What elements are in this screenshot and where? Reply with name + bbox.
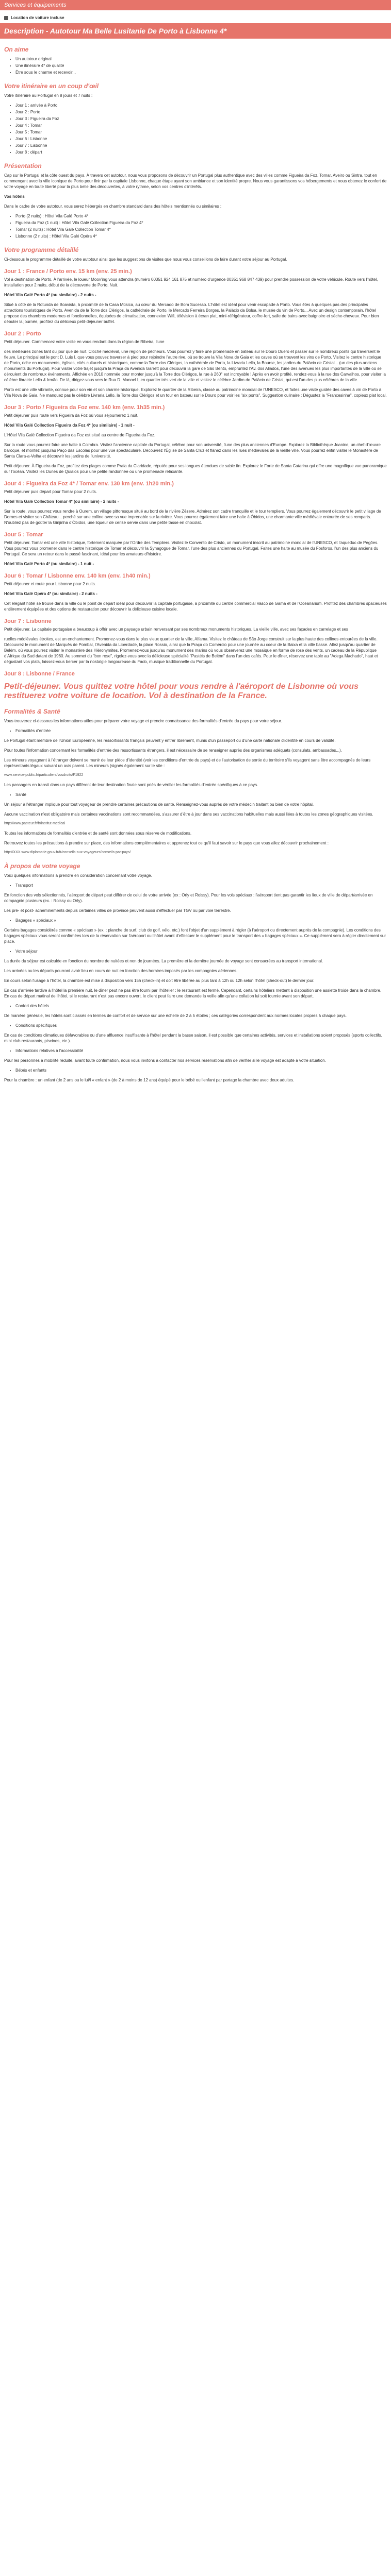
day-4-text: Sur la route, vous pourrez vous rendre à Ourem, un village pittoresque situé au bord de la rivière Zêzere. Admirez son cadre tranquille et le tour templiers. Vous pourrez également découvrir le petit village de Dornes et visiter son Château... perché sur une colline avec sa vue imprenable sur la rivière. Vous pourrez également faire une halte à Óbidos, une charmante ville médiévale entourée de ses remparts. N'oubliez pas de goûter la Ginjinha d'Óbidos, une liqueur de cerise servie dans une petite tasse en chocolat. <box>4 509 381 525</box>
list-item: • Lisbonne (2 nuits) : Hôtel Vila Galé Opéra 4* <box>15 233 387 239</box>
itinerary-intro: Votre itinéraire au Portugal en 8 jours et 7 nuits : <box>4 93 93 98</box>
presentation-text: Cap sur le Portugal et la côte ouest du pays. À travers cet autotour, nous vous proposons de découvrir un Portugal plus authentique avec des villes comme Figueira da Foz, Tomar, Aveiro ou Sintra, tout en commençant avec la ville iconique de Porto pour finir par la capitale Lisbonne, chaque étape ayant son ambiance et son identité propre. Nous vous garantissons vos hébergements et nous obtenez le confort de votre voyage en toute liberté pour la plus belle des découvertes, à votre rythme, selon vos centres d'intérêts. <box>4 173 387 189</box>
day-1-text: Vol à destination de Porto. À l'arrivée, le loueur Moov'ing vous attendra (numéro 00351 924 161 875 et numéro d'urgence 00351 968 847 439) pour prendre possession de votre véhicule. Route vers l'hôtel, installation pour 2 nuits, début de la découverte de Porto. Nuit. <box>4 277 378 287</box>
list-item: • Une itinéraire 4* de qualité <box>15 63 387 69</box>
list-item: • Formalités d'entrée <box>15 728 387 734</box>
day-1-title: Jour 1 : France / Porto env. 15 km (env. 25 min.) <box>4 268 132 275</box>
list-item: • Jour 4 : Tomar <box>15 123 387 128</box>
day-7-text: ruelles médiévales étroites, est un enchantement. Promenez-vous dans le plus vieux quartier de la ville, Alfama. Visitez le château de São Jorge construit sur la plus haute des collines entourées de la ville. Découvrez le monument de Marquês de Pombal, l'Avenida da Liberdade, la place Rossio, ainsi que la Praça do Comércio pour une journée au coeur de la Baixa et la ville basse. Allez jusqu'au quartier de Belém, où vous pourrez visiter le monastère des Hiéronymites. Promenez-vous jusqu'au monument des marins où vous observerez une mosaïque en forme de rose des vents, un cadeau de la République d'Afrique du Sud datant de 1960. Au sommet du "bon rose", rigolez-vous avec la délicieuse spécialité "Pastéis de Belém" dans l'un des cafés. Pour le dîner, réservez une table au "Adega Machado", haut et dégustant vos plats, laissez-vous bercer par la nostalgie langoureuse du Fado, musique traditionnelle du Portugal. <box>4 637 378 664</box>
bagages-list <box>4 918 387 923</box>
hotels-list <box>4 213 387 239</box>
apropos-text: En cas de conditions climatiques défavorables ou d'une affluence insuffisante à l'hôtel pendant la basse saison, il est possible que certaines activités, services et installations soient proposés (sports collectifs, mini club restaurants, piscines, etc.). <box>4 1033 382 1043</box>
accessibilite-list <box>4 1048 387 1054</box>
day-2-title: Jour 2 : Porto <box>4 331 41 337</box>
list-item: • Jour 7 : Lisbonne <box>15 143 387 148</box>
apropos-text: Certains bagages considérés comme « spéciaux » (ex. : planche de surf, club de golf, vélo, etc.) font l'objet d'un supplément à régler (à l'aéroport ou directement auprès de la compagnie). Les conditions des bagages spéciaux vous seront confirmées lors de la réservation sur l'aéroport ou l'hôtel avant d'effectuer le supplément pour le transport des « bagages spéciaux ». Ce supplément sera à régler directement sur place. <box>4 928 386 944</box>
formalites-text: Toutes les informations de formalités d'entrée et de santé sont données sous réserve de modifications. <box>4 831 192 836</box>
section-header <box>0 0 391 10</box>
day-6-text: Petit déjeuner et route pour Lisbonne pour 2 nuits. <box>4 582 96 586</box>
itinerary-list <box>4 103 387 155</box>
day-4-text: Petit déjeuner puis départ pour Tomar pour 2 nuits. <box>4 489 97 494</box>
formalites-text: Le Portugal étant membre de l'Union Européenne, les ressortissants français peuvent y entrer librement, munis d'un passeport ou d'une carte nationale d'identité en cours de validité. <box>4 738 336 743</box>
day-3-hotel: Hôtel Vila Galé Collection Figueira da Foz 4* (ou similaire) - 1 nuit - <box>4 423 135 428</box>
day-5-text: Petit déjeuner. Tomar est une ville historique, fortement marquée par l'Ordre des Templiers. Visitez le Convento de Cristo, un monument inscrit au patrimoine mondial de l'UNESCO, et l'aqueduc de Pegões. Vous pourrez vous promener dans le centre historique de Tomar et découvrir la Synagogue de Tomar, l'une des plus anciennes du Portugal. Faites une halte au musée du Fosforos, l'un des plus anciens du Portugal. Ce sera un retour dans le passé fascinant, idéal pour les amateurs d'histoire. <box>4 540 379 556</box>
list-item: • Jour 8 : départ <box>15 149 387 155</box>
list-item: • Conditions spécifiques <box>15 1023 387 1028</box>
apropos-text: Pour les personnes à mobilité réduite, avant toute confirmation, nous vous invitons à contacter nos services réservations afin de vérifier si le voyage est adapté à votre situation. <box>4 1058 326 1063</box>
formalites-text: Pour toutes l'information concernant les formalités d'entrée des ressortissants étrangers, il est nécessaire de se renseigner auprès des organismes adéquats (consulats, ambassades...). <box>4 748 342 753</box>
apropos-text: En cours selon l'usage à l'hôtel, la chambre est mise à disposition vers 15h (check-in) et doit être libérée au plus tard à 12h ou 12h selon l'hôtel (check-out) le dernier jour. <box>4 978 315 983</box>
day-5-title: Jour 5 : Tomar <box>4 532 43 538</box>
day-6-text: Cet élégant hôtel se trouve dans la ville où le point de départ idéal pour découvrir la capitale portugaise, à proximité du centre commercial Vasco de Gama et de l'Oceanarium. Profitez des chambres spacieuses entièrement équipées et des options de restauration pour découvrir la délicieuse cuisine locale. <box>4 601 387 612</box>
on-aime-list <box>4 56 387 75</box>
formalites-heading: Formalités & Santé <box>4 708 60 715</box>
list-item: • Jour 1 : arrivée à Porto <box>15 103 387 108</box>
list-item: • Santé <box>15 792 387 798</box>
list-item: • Confort des hôtels <box>15 1003 387 1009</box>
apropos-text: En cas d'arrivée tardive à l'hôtel la première nuit, le dîner peut ne pas être fourni par l'hôtelier : le restaurant est fermé. Cependant, certains hôteliers mettent à disposition une assiette froide dans la chambre. En cas de départ matinal de l'hôtel, si le restaurant n'est pas encore ouvert, le client peut faire une demande la veille afin qu'une collation lui soit fournie avant son départ. <box>4 988 382 998</box>
programme-intro: Ci-dessous le programme détaillé de votre autotour ainsi que les suggestions de visites que nous vous conseillons de faire durant votre séjour au Portugal. <box>4 257 287 262</box>
description-body <box>0 46 391 1083</box>
day-2-text: Porto est une ville vibrante, connue pour son vin et son charme historique. Explorez le quartier de la Ribeira, classé au patrimoine mondial de l'UNESCO, et faites une visite guidée des caves à vin de Porto à Vila Nova de Gaia. Ne manquez pas le célèbre Livraria Lello, la Torre dos Clérigos et un tour en bateau sur le Douro pour voir les "six ponts". Suggestion culinaire : Dégustez la "Francesinha", copieux plat local. <box>4 387 387 398</box>
diplomatie-link[interactable]: http://XXX.www.diplomatie.gouv.fr/fr/conseils-aux-voyageurs/conseils-par-pays/ <box>4 851 131 854</box>
day-4-title: Jour 4 : Figueira da Foz 4* / Tomar env. 130 km (env. 1h20 min.) <box>4 481 174 487</box>
list-item: • Figueira da Foz (1 nuit) : Hôtel Vila Galé Collection Figueira da Foz 4* <box>15 220 387 226</box>
list-item: • Être sous le charme et recevoir... <box>15 70 387 75</box>
day-3-title: Jour 3 : Porto / Figueira da Foz env. 140 km (env. 1h35 min.) <box>4 404 165 411</box>
day-1-hotel-text: Situé à côté de la Rotunda de Boavista, à proximité de la Casa Música, au cœur du Mercado de Bom Sucesso. L'hôtel est idéal pour venir escapade à Porto. Vous êtes à quelques pas des principales attractions touristiques de Porto, Avenida de la Torre dos Clérigos, la cathédrale de Porto, le Mercado Ferreira Borges, la Palácio da Bolsa, le musée du vin de Porto... Avec un design contemporain, l'hôtel propose des chambres modernes et fonctionnelles, équipées de climatisation, connexion Wifi, télévision à écran plat, mini-réfrigérateur, coffre-fort, salle de bains avec baignoire et sèche-cheveux. Pour bien débuter la journée, profitez du délicieux petit-déjeuner buffet. <box>4 302 379 324</box>
itinerary-heading: Votre itinéraire en un coup d'œil <box>4 82 99 90</box>
formalites-text: Les mineurs voyageant à l'étranger doivent se munir de leur pièce d'identité (voir les conditions d'entrée du pays) et de l'autorisation de sortie du territoire s'ils voyagent sans être accompagnés de leurs représentants légaux suivant un avis parent. Les mineurs (signés également sur le site : <box>4 758 371 768</box>
apropos-text: Voici quelques informations à prendre en considération concernant votre voyage. <box>4 873 152 878</box>
list-item: • Votre séjour <box>15 948 387 954</box>
apropos-text: Les arrivées ou les départs pourront avoir lieu en cours de nuit en fonction des horaires imposés par les compagnies aériennes. <box>4 969 238 973</box>
banner-title: Description - Autotour Ma Belle Lusitanie De Porto à Lisbonne 4* <box>4 27 227 35</box>
day-2-text: des meilleures zones tant du jour que de nuit. Cloché médiéval, une région de pêcheurs. Vous pourrez y faire une promenade en bateau sur le Douro Duero et passer sur le nombreux ponts qui traversent le fleuve. Le principal est le pont D. Luís I, que vous pouvez traverser à pied pour rejoindre l'autre rive, où se trouve la Vila Nova de Gaia et les caves où se trouvent les vins de Porto. Visitez le centre historique de Porto, riche en monuments, églises, cités culturels et historiques, comme la Torre dos Clérigos, la cathédrale de Porto, la Livraria Lello, la Bourse, les jardins du Palácio de Cristal... (un des plus anciens monuments du Portugal). Pour visiter votre trajet jusqu'à la Praça da Avenida Garrett pour découvrir la gare de São Bento, empruntez l'Av. dos Aliados, l'une des avenues les plus importantes de la ville où se déroulent de nombreux événements. Affichée en 2010 nommée pour monter jusqu'à la Torre dos Clérigos, la rue à 260° est incroyable ! Après en avoir profité, rendez-vous à la rue dos Carvalhos, pour visiter la célèbre librairie Lello & Irmão. De là, dirigez-vous vers le Rua D. Manoel I, en quartier très vert de la ville et visitez le célèbre Jardim do Palácio de Cristal, qui est l'un des plus célèbres de la ville. <box>4 349 386 382</box>
confort-list <box>4 1003 387 1009</box>
hotels-intro: Dans le cadre de votre autotour, vous serez hébergés en chambre standard dans des hôtels mentionnés ou similaires : <box>4 204 222 209</box>
sante-list <box>4 792 387 798</box>
conditions-list <box>4 1023 387 1028</box>
formalites-text: Les passagers en transit dans un pays différent de leur destination finale sont priés de vérifier les formalités d'entrée spécifiques à ce pays. <box>4 783 258 787</box>
day-3-text: Petit déjeuner puis route vers Figueira da Foz où vous séjournerez 1 nuit. <box>4 413 139 418</box>
day-3-text: Petit déjeuner. À Figueira da Foz, profitez des plages comme Praia da Claridade, réputée pour ses longues étendues de sable fin. Explorez le Forte de Santa Catarina qui offre une magnifique vue panoramique sur l'océan. Visitez les Dunes de Quiaios pour une petite randonnée ou une promenade relaxante. <box>4 464 387 474</box>
day-6-title: Jour 6 : Tomar / Lisbonne env. 140 km (env. 1h40 min.) <box>4 573 151 579</box>
list-item: • Jour 3 : Figueira da Foz <box>15 116 387 122</box>
list-item: • Informations relatives à l'accessibilité <box>15 1048 387 1054</box>
list-item: • Jour 2 : Porto <box>15 109 387 115</box>
apropos-text: En fonction des vols sélectionnés, l'aéroport de départ peut différer de celui de votre arrivée (ex : Orly et Roissy). Pour les vols spéciaux : l'aéroport tient pas garantir les lieux de ville de départ/arrivée en compagnie plusieurs (ex. : Roissy ou Orly). <box>4 893 373 903</box>
day-6-hotel: Hôtel Vila Galé Opéra 4* (ou similaire) - 2 nuits - <box>4 591 97 596</box>
list-item: • Tomar (2 nuits) : Hôtel Vila Galé Collection Tomar 4* <box>15 227 387 232</box>
programme-heading: Votre programme détaillé <box>4 246 79 253</box>
pasteur-link[interactable]: http://www.pasteur.fr/fr/institut-medical <box>4 822 66 825</box>
list-item: • Transport <box>15 883 387 888</box>
apropos-heading: À propos de votre voyage <box>4 862 80 870</box>
list-item: • Jour 6 : Lisbonne <box>15 136 387 142</box>
day-2-text: Petit déjeuner. Commencez votre visite en vous rendant dans la région de Ribeira, l'une <box>4 340 165 344</box>
sejour-list <box>4 948 387 954</box>
service-public-link[interactable]: www.service-public.fr/particuliers/vosdroits/F1922 <box>4 773 84 777</box>
day-7-text: Petit déjeuner. La capitale portugaise a beaucoup à offrir avec un paysage urbain renversant par ses nombreux monuments historiques. La vieille ville, avec ses façades en carrelage et ses <box>4 627 348 632</box>
apropos-text: Les pré- et post- acheminements depuis certaines villes de province peuvent aussi s'effectuer par TGV ou par voie terrestre. <box>4 908 231 913</box>
formalites-text: Vous trouverez ci-dessous les informations utiles pour préparer votre voyage et prendre connaissance des formalités d'entrée du pays pour votre séjour. <box>4 719 282 723</box>
day-3-text: L'Hôtel Vila Galé Collection Figueira da Foz est situé au centre de Figueira da Foz. <box>4 433 156 437</box>
list-item: • Jour 5 : Tomar <box>15 129 387 135</box>
presentation-heading: Présentation <box>4 162 42 170</box>
day-7-title: Jour 7 : Lisbonne <box>4 618 52 624</box>
bebes-list <box>4 1067 387 1073</box>
section-title: Services et équipements <box>4 2 67 8</box>
day-8-text: Petit-déjeuner. Vous quittez votre hôtel pour vous rendre à l'aéroport de Lisbonne où vous restituerez votre voiture de location. Vol à destination de la France. <box>4 682 359 700</box>
on-aime-heading: On aime <box>4 46 29 53</box>
list-item: • Bébés et enfants <box>15 1067 387 1073</box>
apropos-text: De manière générale, les hôtels sont classés en termes de confort et de service sur une échelle de 2 à 5 étoiles ; ces catégories correspondent aux normes locales propres à chaque pays. <box>4 1013 347 1018</box>
list-item: • Porto (2 nuits) : Hôtel Vila Galé Porto 4* <box>15 213 387 219</box>
list-item: • Bagages « spéciaux » <box>15 918 387 923</box>
list-item: • Un autotour original <box>15 56 387 62</box>
apropos-text: La durée du séjour est calculée en fonction du nombre de nuitées et non de journées. La première et la dernière journée de voyage sont consacrées au transport international. <box>4 959 323 963</box>
transport-list <box>4 883 387 888</box>
day-4-hotel: Hôtel Vila Galé Collection Tomar 4* (ou similaire) - 2 nuits - <box>4 499 119 504</box>
feature-label: Location de voiture incluse <box>11 15 64 20</box>
formalites-text: Aucune vaccination n'est obligatoire mais certaines vaccinations sont recommandées, s'assurer d'être à jour dans ses vaccinations habituelles mais aussi liées à toutes les zones géographiques visitées. <box>4 812 373 817</box>
apropos-text: Pour la chambre : un enfant (de 2 ans ou le lui/l « enfant » (de 2 à moins de 12 ans) équipé pour le bébé ou l'enfant par partage la chambre avec deux adultes. <box>4 1078 295 1082</box>
formalites-list <box>4 728 387 734</box>
hotels-subheading: Vos hôtels <box>4 194 25 199</box>
formalites-text: Retrouvez toutes les précautions à prendre sur place, des informations complémentaires et apprenez tout ce qu'il faut savoir sur le pays que vous allez découvrir prochainement : <box>4 841 329 845</box>
description-banner <box>0 23 391 39</box>
formalites-text: Un séjour à l'étranger implique pour tout voyageur de prendre certaines précautions de santé. Renseignez-vous auprès de votre médecin traitant ou bien de votre hôpital. <box>4 802 314 807</box>
day-3-text: Sur la route vous pourrez faire une halte à Coimbra. Visitez l'ancienne capitale du Portugal, célèbre pour son université, l'une des plus anciennes d'Europe. Explorez la Bibliothèque Joanine, un chef-d'œuvre baroque, et montez jusqu'au Paço das Escolas pour une vue spectaculaire. Découvrez l'Église de Santa Cruz et flânez dans les rues médiévales de la vieille ville. Vous pourrez enfin visiter le Monastère de Santa Clara-a-Velha et découvrir les jardins de l'université. <box>4 443 381 459</box>
car-icon <box>4 16 8 20</box>
day-5-hotel: Hôtel Vila Galé Porto 4* (ou similaire) - 1 nuit - <box>4 562 94 566</box>
feature-row <box>4 15 387 20</box>
day-1-hotel: Hôtel Vila Galé Porto 4* (ou similaire) - 2 nuits - <box>4 293 96 297</box>
day-8-title: Jour 8 : Lisbonne / France <box>4 671 75 677</box>
